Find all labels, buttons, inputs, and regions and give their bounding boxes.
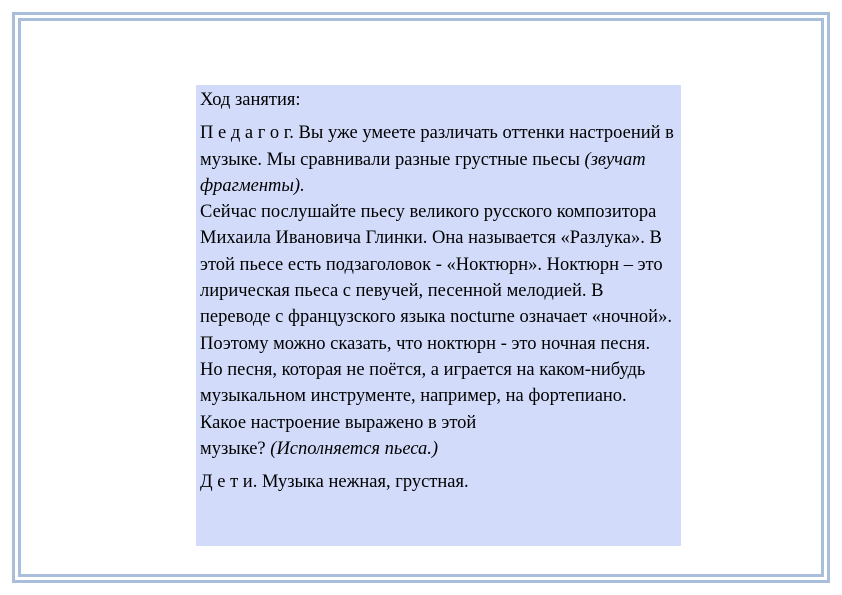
lesson-heading: Ход занятия: — [200, 90, 301, 110]
children-text: Музыка нежная, грустная. — [261, 472, 469, 493]
lesson-text-block — [196, 85, 681, 546]
teacher-paragraph-2 — [200, 199, 677, 462]
teacher-speaker: П е д а г о г. — [200, 123, 294, 144]
teacher-text-1: Вы уже умеете различать оттенки настроений в музыке. Мы сравнивали разные грустные пьесы — [200, 123, 674, 170]
teacher-text-2: Сейчас послушайте пьесу великого русского композитора Михаила Ивановича Глинки. Она называется «Разлука». В этой пьесе есть подзаголовок - «Ноктюрн». Ноктюрн – это лирическая пьеса с певучей, песенной мелодией. В переводе с французского языка nocturne означает «ночной». Поэтому можно сказать, что ноктюрн - это ночная песня. Но песня, которая не поётся, а играется на каком-нибудь музыкальном инструменте, например, на фортепиано. Какое настроение выражено в этой — [200, 202, 672, 433]
children-speaker: Д е т и. — [200, 472, 258, 493]
teacher-text-3: музыке? — [200, 438, 266, 459]
teacher-dialogue — [200, 120, 677, 462]
children-paragraph — [200, 469, 677, 495]
teacher-note-2: (Исполняется пьеса.) — [270, 438, 439, 459]
teacher-paragraph-1 — [200, 120, 677, 199]
teacher-note-1: (звучат фрагменты). — [200, 149, 646, 196]
